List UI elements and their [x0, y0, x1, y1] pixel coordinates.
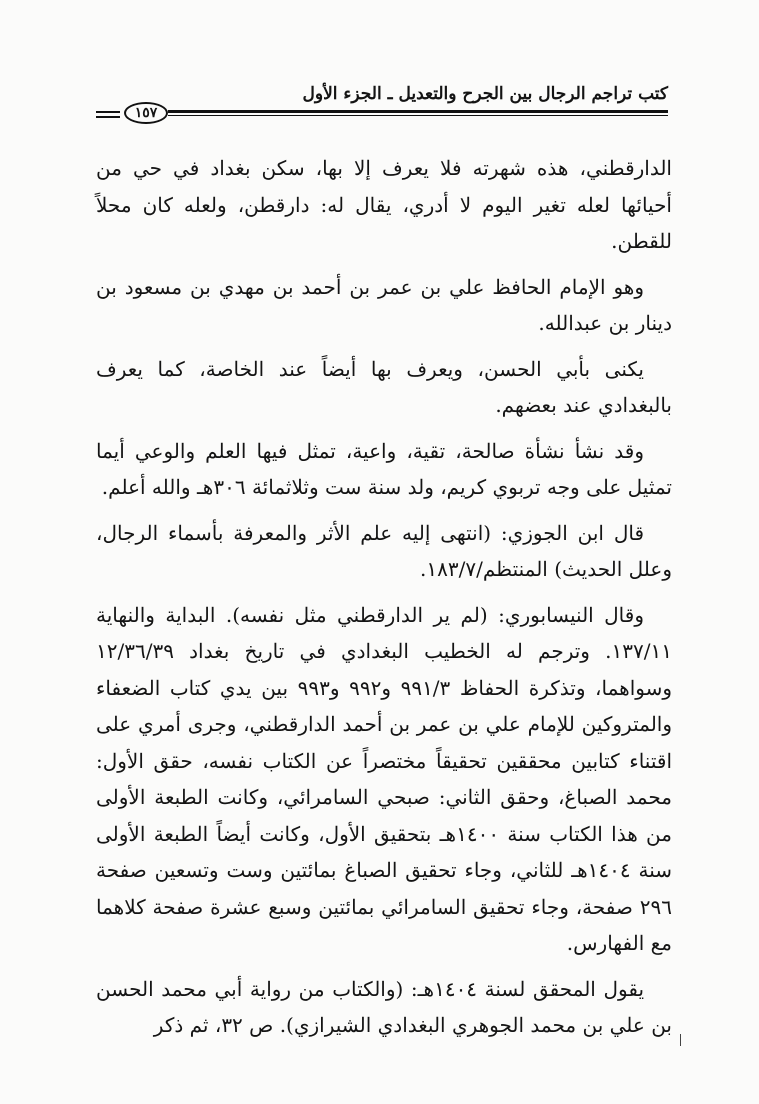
paragraph: وقال النيسابوري: (لم ير الدارقطني مثل نفسه). البداية والنهاية ١٣٧/١١. وترجم له الخطيب البغدادي في تاريخ بغداد ١٢/٣٦/٣٩ وسواهما، وتذكرة الحفاظ ٩٩١/٣ و٩٩٢ و٩٩٣ بين يدي كتاب الضعفاء والمتروكين للإمام علي بن عمر بن أحمد الدارقطني، وجرى أمري على اقتناء كتابين محققين تحقيقاً مختصراً عن الكتاب نفسه، حقق الأول: محمد الصباغ، وحقق الثاني: صبحي السامرائي، وكانت الطبعة الأولى من هذا الكتاب سنة ١٤٠٠هـ بتحقيق الأول، وكانت أيضاً الطبعة الأولى سنة ١٤٠٤هـ للثاني، وجاء تحقيق الصباغ بمائتين وست وتسعين صفحة ٢٩٦ صفحة، وجاء تحقيق السامرائي بمائتين وسبع عشرة صفحة كلاهما مع الفهارس. — [96, 602, 673, 955]
page-number: ١٥٧ — [124, 102, 168, 124]
margin-mark — [680, 1034, 681, 1046]
paragraph: الدارقطني، هذه شهرته فلا يعرف إلا بها، سكن بغداد في حي من أحيائها لعله تغير اليوم لا أدري، يقال له: دارقطن، ولعله كان محلاً للقطن. — [96, 156, 672, 253]
paragraph: وهو الإمام الحافظ علي بن عمر بن أحمد بن مهدي بن مسعود بن دينار بن عبدالله. — [96, 274, 672, 335]
book-title: كتب تراجم الرجال بين الجرح والتعديل ـ الجزء الأول — [302, 84, 668, 104]
paragraph: قال ابن الجوزي: (انتهى إليه علم الأثر والمعرفة بأسماء الرجال، وعلل الحديث) المنتظم/١٨٣/٧. — [96, 520, 672, 581]
page-body — [96, 150, 672, 1053]
paragraph: يكنى بأبي الحسن، ويعرف بها أيضاً عند الخاصة، كما يعرف بالبغدادي عند بعضهم. — [96, 356, 672, 417]
running-header — [96, 84, 668, 124]
header-rule — [96, 102, 668, 124]
paragraph: يقول المحقق لسنة ١٤٠٤هـ: (والكتاب من رواية أبي محمد الحسن بن علي بن محمد الجوهري البغدادي الشيرازي). ص ٣٢، ثم ذكر — [96, 976, 672, 1037]
paragraph: وقد نشأ نشأة صالحة، تقية، واعية، تمثل فيها العلم والوعي أيما تمثيل على وجه تربوي كريم، ولد سنة ست وثلاثمائة ٣٠٦هـ والله أعلم. — [96, 438, 672, 499]
